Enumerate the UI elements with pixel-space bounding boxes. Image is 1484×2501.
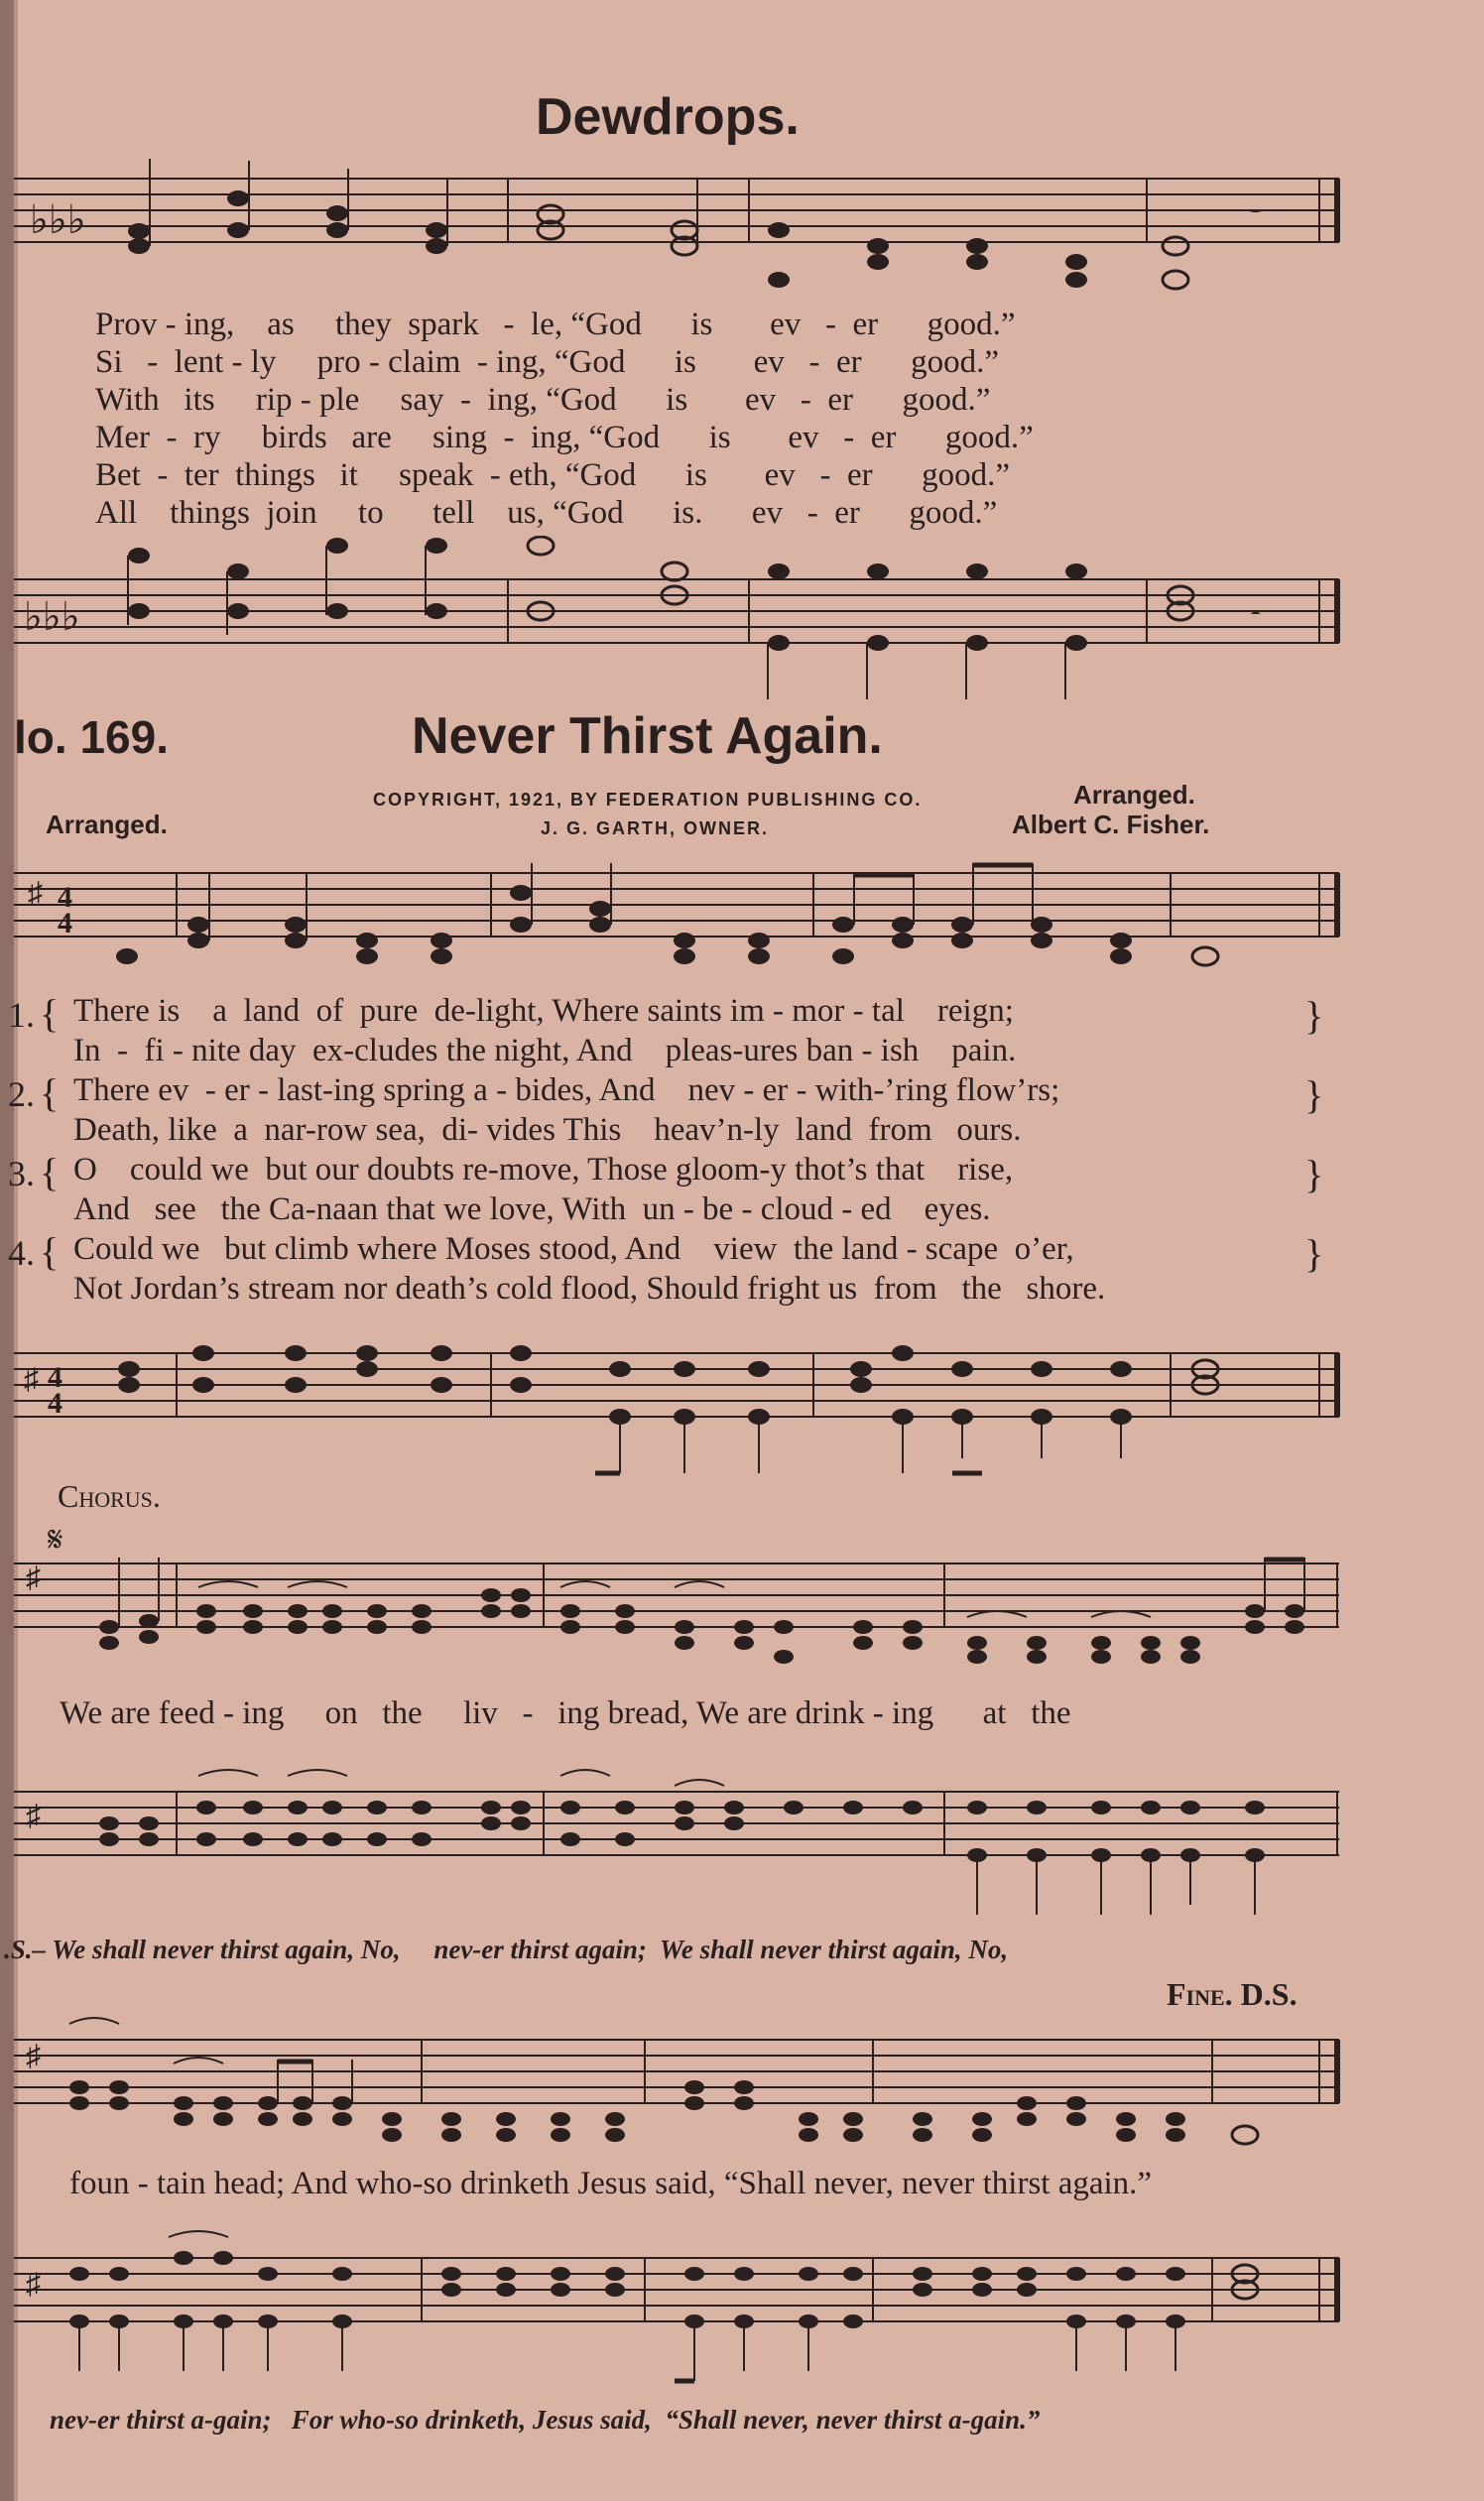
right-brace: }	[1304, 1072, 1324, 1117]
stanza-line: And see the Ca-naan that we love, With un - be - cloud - ed eyes.	[73, 1191, 991, 1227]
stanza-line: O could we but our doubts re-move, Those gloom-y thot’s that rise,	[73, 1152, 1014, 1188]
verse-line: Bet - ter things it speak - eth, “God is ev - er good.”	[95, 457, 1010, 493]
svg-text:♯: ♯	[28, 877, 43, 910]
svg-text:4: 4	[58, 881, 72, 914]
svg-text:𝄼: 𝄼	[1250, 197, 1262, 230]
stanza-number: 1.	[8, 995, 35, 1035]
left-brace: {	[40, 1229, 60, 1274]
svg-text:♭♭♭: ♭♭♭	[30, 197, 86, 242]
chorus-lyric-line-2: foun - tain head; And who-so drinketh Jesus said, “Shall never, never thirst again.”	[69, 2166, 1153, 2201]
chorus2-treble-staff	[0, 2004, 1484, 2183]
svg-text:𝄼: 𝄼	[1250, 599, 1262, 632]
chorus-bass-staff	[0, 1746, 1484, 1925]
stanza-line: There ev - er - last-ing spring a - bides, And nev - er - with-’ring flow’rs;	[73, 1072, 1060, 1108]
verse-line: Mer - ry birds are sing - ing, “God is ev - er good.”	[95, 420, 1034, 455]
svg-text:♯: ♯	[26, 2040, 41, 2072]
svg-text:♭♭♭: ♭♭♭	[24, 594, 80, 639]
verse-line: With its rip - ple say - ing, “God is ev - er good.”	[95, 382, 991, 418]
chorus2-bass-staff	[0, 2222, 1484, 2401]
arranged-left: Arranged.	[46, 810, 168, 839]
stanza-number: 4.	[8, 1233, 35, 1273]
copyright-notice: COPYRIGHT, 1921, BY FEDERATION PUBLISHING CO.	[373, 790, 923, 810]
svg-text:4: 4	[58, 907, 72, 939]
dewdrops-title: Dewdrops.	[536, 88, 800, 146]
left-brace: {	[40, 1150, 60, 1194]
stanza-line: Not Jordan’s stream nor death’s cold flood, Should fright us from the shore.	[73, 1271, 1106, 1307]
hymn-title: Never Thirst Again.	[412, 707, 883, 765]
svg-text:♯: ♯	[26, 2268, 41, 2301]
stanza-number: 3.	[8, 1154, 35, 1193]
right-brace: }	[1304, 1152, 1324, 1196]
arranged-right: Arranged.	[1073, 780, 1195, 810]
dewdrops-verses	[95, 306, 1034, 532]
ds-lyric-line: .S.– We shall never thirst again, No, nev-er thirst again; We shall never thirst again, No,	[4, 1935, 1009, 1964]
verse-line: All things join to tell us, “God is. ev - er good.”	[95, 495, 998, 531]
fine-ds-marking: Fine. D.S.	[1167, 1976, 1298, 2012]
left-brace: {	[40, 1070, 60, 1115]
stanza-line: In - fi - nite day ex-cludes the night, And pleas-ures ban - ish pain.	[73, 1033, 1017, 1068]
svg-text:♯: ♯	[24, 1363, 39, 1396]
copyright-owner: J. G. GARTH, OWNER.	[541, 818, 770, 838]
svg-text:𝄋: 𝄋	[48, 1520, 63, 1560]
hymn-bass-staff	[0, 1310, 1484, 1488]
svg-text:4: 4	[48, 1361, 62, 1394]
composer: Albert C. Fisher.	[1012, 810, 1210, 839]
bottom-lyric-line: nev-er thirst a-gain; For who-so drinketh, Jesus said, “Shall never, never thirst a-gain.”	[50, 2405, 1041, 2435]
right-brace: }	[1304, 993, 1324, 1038]
chorus-treble-staff	[0, 1518, 1484, 1696]
chorus-lyric-line-1: We are feed - ing on the liv - ing bread, We are drink - ing at the	[60, 1695, 1071, 1731]
stanza-line: Death, like a nar-row sea, di- vides This heav’n-ly land from ours.	[73, 1112, 1022, 1148]
chorus-label: Chorus.	[58, 1478, 161, 1514]
dewdrops-bass-staff	[0, 536, 1484, 714]
stanza-line: There is a land of pure de-light, Where saints im - mor - tal reign;	[73, 993, 1014, 1029]
hymn-number: lo. 169.	[14, 711, 169, 763]
svg-text:4: 4	[48, 1387, 62, 1420]
hymn-treble-staff	[0, 853, 1484, 992]
right-brace: }	[1304, 1231, 1324, 1276]
dewdrops-treble-staff	[0, 159, 1484, 298]
svg-text:♯: ♯	[26, 1800, 41, 1832]
svg-text:♯: ♯	[26, 1562, 41, 1594]
stanza-number: 2.	[8, 1074, 35, 1114]
stanza-line: Could we but climb where Moses stood, And view the land - scape o’er,	[73, 1231, 1074, 1267]
verse-line: Si - lent - ly pro - claim - ing, “God is ev - er good.”	[95, 344, 999, 380]
left-brace: {	[40, 991, 60, 1036]
verse-line: Prov - ing, as they spark - le, “God is ev - er good.”	[95, 307, 1016, 342]
